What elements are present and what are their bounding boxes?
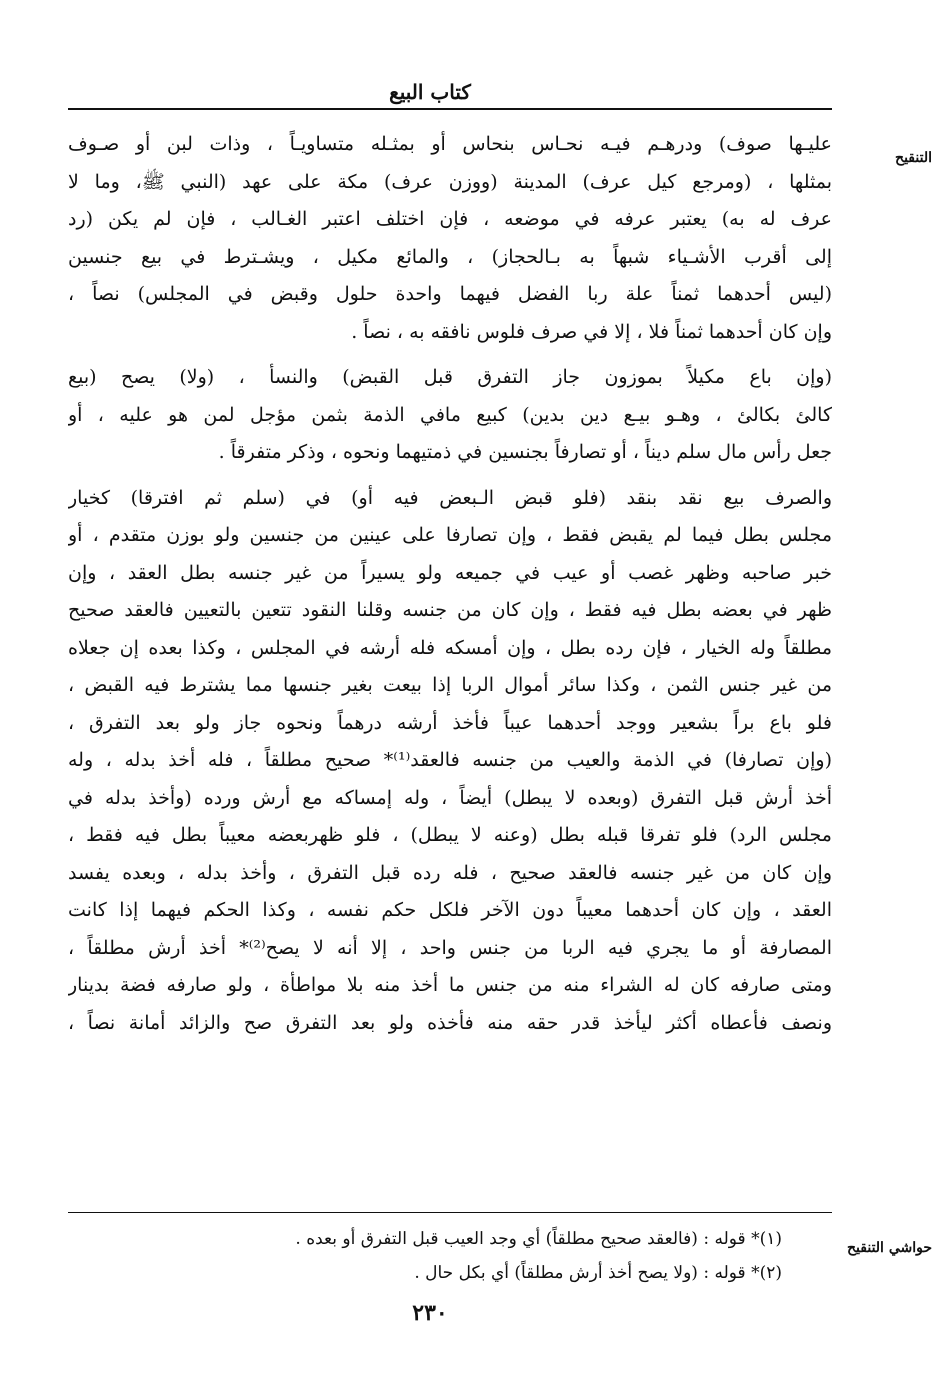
text-line: (وإن تصارفا) في الذمة والعيب من جنسه فالعقد⁽¹⁾* صحيح مطلقاً ، فله أخذ بدله ، وله	[68, 749, 832, 771]
margin-label-main: التنقيح	[895, 150, 932, 166]
text-line: فلو باع براً بشعير ووجد أحدهما عيباً فأخذ أرشه درهماً ونحوه جاز ولو بعد التفرق ،	[68, 711, 832, 734]
text-line: ونصف فأعطاه أكثر ليأخذ قدر حقه منه فأخذه ولو بعد التفرق صح والزائد أمانة نصاً ،	[68, 1011, 832, 1034]
footnote-2: (٢)* قوله : (ولا يصح أخذ أرش مطلقاً) أي بكل حال .	[414, 1263, 782, 1283]
text-line: كالئ بكالئ ، وهـو بيـع دين بدين) كبيع مافي الذمة بثمن مؤجل لمن هو عليه ، أو	[68, 403, 832, 426]
page-number: ٢٣٠	[412, 1300, 448, 1326]
text-line: مطلقاً وله الخيار ، فإن رده بطل ، وإن أمسكه فله أرشه في المجلس ، وكذا بعده إن جعلاه	[68, 636, 832, 659]
footnote-1: (١)* قوله : (فالعقد صحيح مطلقاً) أي وجد العيب قبل التفرق أو بعده .	[295, 1229, 782, 1249]
text-line: ظهر في بعضه بطل فيه فقط ، وإن كان من جنسه وقلنا النقود تتعين بالتعيين فالعقد صحيح	[68, 599, 832, 621]
text-line: (ليس أحدهما ثمناً علة ربا الفضل فيهما واحدة حلول وقبض في المجلس) نصاً ،	[68, 283, 832, 305]
text-line: أخذ أرش قبل التفرق (وبعده لا يبطل) أيضاً ، وله إمساكه مع أرش ورده (وأخذ بدله في	[68, 786, 832, 809]
header-rule	[68, 108, 832, 110]
running-header-title: كتاب البيع	[389, 80, 471, 104]
text-line: خبر صاحبه وظهر غصب أو عيب في جميعه ولو يسيراً من غير جنسه بطل العقد ، وإن	[68, 561, 832, 584]
text-line: ومتى صارفه كان له الشراء منه من جنس ما أخذ منه بلا مواطأة ، ولو صارفه فضة بدينار	[68, 974, 832, 996]
footnotes	[68, 1222, 782, 1290]
text-line: عليـها صوف) ودرهـم فيـه نحـاس بنحاس أو بمثـله متساويـاً ، وذات لبن أو صـوف	[68, 133, 832, 155]
text-line: المصارفة أو ما يجري فيه الربا من جنس واحد ، إلا أنه لا يصح⁽²⁾* أخذ أرش مطلقاً ،	[68, 936, 832, 959]
text-line: مجلس الرد) فلو تفرقا قبله بطل (وعنه لا يبطل) ، فلو ظهربعضه معيباً بطل فيه فقط ،	[68, 824, 832, 846]
text-line: (وإن باع مكيلاً بموزون جاز التفرق قبل القبض) والنسأ ، (ولا) يصح (بيع	[68, 366, 832, 388]
text-line: العقد ، وإن كان أحدهما معيباً دون الآخر فلكل حكم نفسه ، وكذا الحكم فيهما إذا كانت	[68, 899, 832, 921]
paragraph-gap	[68, 472, 832, 480]
margin-label-footnotes: حواشي التنقيح	[847, 1240, 932, 1256]
text-line: إلى أقرب الأشـياء شبهاً به بـالحجاز) ، والمائع مكيل ، ويشـترط في بيع جنسين	[68, 245, 832, 268]
text-line: مجلس بطل فيما لم يقبض فقط ، وإن تصارفا على عينين من جنسين ولو بوزن متقدم ، أو	[68, 524, 832, 546]
text-line: وإن كان أحدهما ثمناً فلا ، إلا في صرف فلوس نافقه به ، نصاً .	[351, 320, 832, 343]
footnote-rule	[68, 1212, 832, 1213]
text-line: من غير جنس الثمن ، وكذا سائر أموال الربا إذا بيعت بغير جنسها مما يشترط فيه القبض ،	[68, 674, 832, 696]
text-line: والصرف بيع نقد بنقد (فلو قبض الـبعض فيه أو) في (سلم ثم افترقا) كخيار	[68, 486, 832, 509]
paragraph-gap	[68, 351, 832, 359]
text-line: جعل رأس مال سلم ديناً ، أو تصارفاً بجنسين في ذمتيهما ونحوه ، وذكر متفرقاً .	[218, 441, 832, 463]
text-line: وإن كان من غير جنسه فالعقد صحيح ، فله رده قبل التفرق ، وأخذ بدله ، وبعده يفسد	[68, 861, 832, 884]
text-line: بمثلها ، (ومرجع كيل عرف) المدينة (ووزن عرف) مكة على عهد (النبي ﷺ، وما لا	[68, 170, 832, 193]
main-text-body	[68, 126, 832, 1042]
text-line: عرف له به) يعتبر عرفه في موضعه ، فإن اختلف اعتبر الغـالب ، فإن لم يكن (رد	[68, 208, 832, 230]
